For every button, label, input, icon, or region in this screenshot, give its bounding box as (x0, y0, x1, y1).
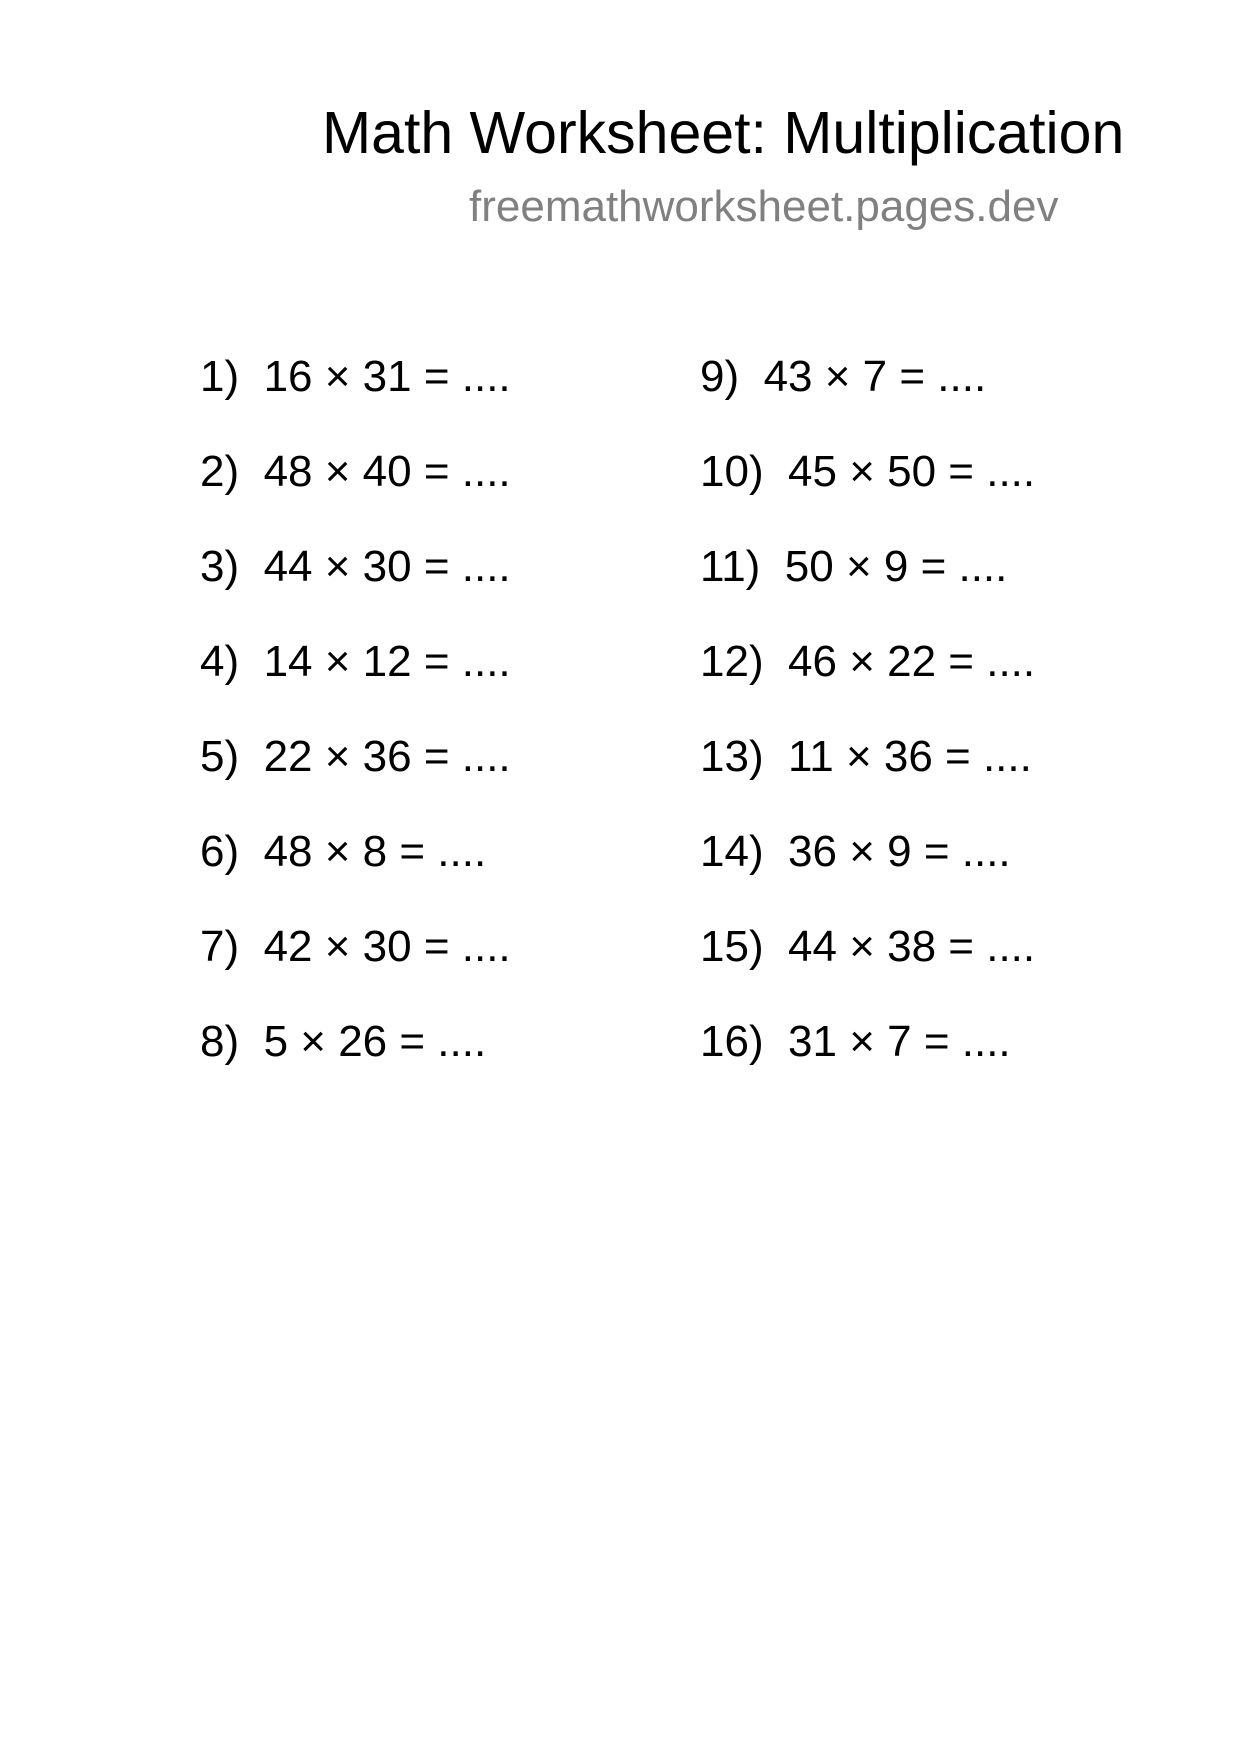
problem-number: 8) (200, 1017, 240, 1066)
problem-number: 16) (700, 1017, 764, 1066)
problem-expression: 36 × 9 = .... (788, 827, 1011, 876)
problem-column-right (700, 352, 1035, 1112)
problem-expression: 44 × 38 = .... (788, 922, 1036, 971)
problem-number: 15) (700, 922, 764, 971)
problem-item (700, 1017, 1035, 1112)
problem-expression: 42 × 30 = .... (263, 922, 511, 971)
problem-expression: 46 × 22 = .... (788, 637, 1036, 686)
problem-expression: 50 × 9 = .... (784, 542, 1008, 591)
problem-number: 4) (200, 637, 240, 686)
problem-item (700, 352, 1035, 447)
problem-expression: 31 × 7 = .... (788, 1017, 1011, 1066)
problem-number: 13) (700, 732, 764, 781)
problem-number: 14) (700, 827, 764, 876)
problem-item (700, 447, 1035, 542)
problem-item (700, 922, 1035, 1017)
problem-item (200, 542, 511, 637)
problem-item (700, 542, 1035, 637)
problem-item (700, 732, 1035, 827)
problem-item (200, 637, 511, 732)
problem-expression: 44 × 30 = .... (263, 542, 511, 591)
problem-expression: 43 × 7 = .... (763, 352, 987, 401)
problem-item (200, 1017, 511, 1112)
problem-number: 3) (200, 542, 240, 591)
site-url: freemathworksheet.pages.dev (469, 182, 1059, 231)
problem-expression: 45 × 50 = .... (788, 447, 1036, 496)
problem-number: 9) (700, 352, 740, 401)
problem-expression: 48 × 40 = .... (263, 447, 511, 496)
problem-number: 6) (200, 827, 240, 876)
problem-expression: 11 × 36 = .... (788, 732, 1032, 781)
problem-item (200, 922, 511, 1017)
problem-item (700, 827, 1035, 922)
problem-number: 12) (700, 637, 764, 686)
page-title: Math Worksheet: Multiplication (322, 100, 1125, 166)
problem-expression: 14 × 12 = .... (263, 637, 511, 686)
problem-item (200, 827, 511, 922)
problem-column-left (200, 352, 511, 1112)
problem-number: 2) (200, 447, 240, 496)
problem-number: 11) (700, 542, 761, 591)
problem-expression: 16 × 31 = .... (263, 352, 511, 401)
problem-number: 5) (200, 732, 240, 781)
problem-expression: 22 × 36 = .... (263, 732, 511, 781)
problem-item (200, 352, 511, 447)
problem-expression: 5 × 26 = .... (263, 1017, 487, 1066)
problem-number: 7) (200, 922, 240, 971)
problem-number: 10) (700, 447, 764, 496)
problem-item (200, 732, 511, 827)
problem-item (700, 637, 1035, 732)
problem-item (200, 447, 511, 542)
problem-expression: 48 × 8 = .... (263, 827, 487, 876)
problem-number: 1) (200, 352, 240, 401)
